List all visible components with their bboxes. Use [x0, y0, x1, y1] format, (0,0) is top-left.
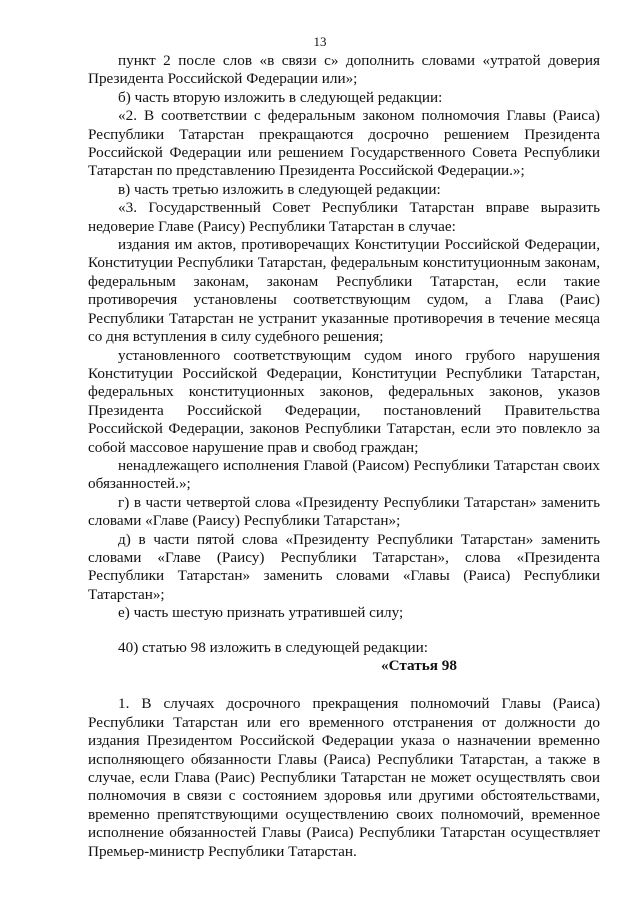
- paragraph-improper-performance: ненадлежащего исполнения Главой (Раисом) Республики Татарстан своих обязанностей.»;: [88, 456, 600, 493]
- paragraph-issuing-acts: издания им актов, противоречащих Конституции Российской Федерации, Конституции Республики Татарстан, федеральным конституционным законам, федеральным законам, законам Республики Татарстан, если такие противоречия установлены соответствующим судом, а Глава (Раис) Республики Татарстан не устранит указанные противоречия в течение месяца со дня вступления в силу судебного решения;: [88, 236, 600, 346]
- paragraph-e: е) часть шестую признать утратившей силу;: [118, 604, 404, 622]
- spacer: [88, 675, 600, 695]
- spacer: [88, 623, 600, 639]
- paragraph-article-98-part-1: 1. В случаях досрочного прекращения полномочий Главы (Раиса) Республики Татарстан или его временного отстранения от должности до издания Президентом Российской Федерации указа о назначении временно исполняющего обязанности Главы (Раиса) Республики Татарстан, а также в случае, если Глава (Раис) Республики Татарстан не может осуществлять свои полномочия в связи с состоянием здоровья или другими обстоятельствами, временно препятствующими осуществлению своих полномочий, временное исполнение обязанностей Главы (Раиса) Республики Татарстан осуществляет Премьер-министр Республики Татарстан.: [88, 695, 600, 860]
- paragraph-gross-violation: установленного соответствующим судом иного грубого нарушения Конституции Российской Федерации, Конституции Республики Татарстан, федеральных конституционных законов, федеральных законов, указов Президента Российской Федерации, постановлений Правительства Российской Федерации, законов Республики Татарстан, если это повлекло за собой массовое нарушение прав и свобод граждан;: [88, 346, 600, 456]
- paragraph-part-3-text: «3. Государственный Совет Республики Татарстан вправе выразить недоверие Главе (Раису) Республики Татарстан в случае:: [88, 199, 600, 235]
- article-heading: «Статья 98: [381, 657, 457, 674]
- page-number: 13: [313, 34, 327, 49]
- document-body: [88, 52, 600, 861]
- paragraph-g: г) в части четвертой слова «Президенту Республики Татарстан» заменить словами «Главе (Раису) Республики Татарстан»;: [88, 493, 600, 530]
- paragraph-40: 40) статью 98 изложить в следующей редакции:: [118, 638, 428, 656]
- paragraph-b: б) часть вторую изложить в следующей редакции:: [118, 88, 443, 106]
- paragraph-punkt-2: пункт 2 после слов «в связи с» дополнить словами «утратой доверия Президента Российской Федерации или»;: [88, 52, 600, 88]
- paragraph-part-2-text: «2. В соответствии с федеральным законом полномочия Главы (Раиса) Республики Татарстан прекращаются досрочно решением Президента Российской Федерации или решением Государственного Совета Республики Татарстан по представлению Президента Российской Федерации.»;: [88, 107, 600, 180]
- paragraph-d: д) в части пятой слова «Президенту Республики Татарстан» заменить словами «Главе (Раису) Республики Татарстан», слова «Президента Республики Татарстан» заменить словами «Главы (Раиса) Республики Татарстан»;: [88, 530, 600, 603]
- paragraph-v: в) часть третью изложить в следующей редакции:: [118, 180, 441, 198]
